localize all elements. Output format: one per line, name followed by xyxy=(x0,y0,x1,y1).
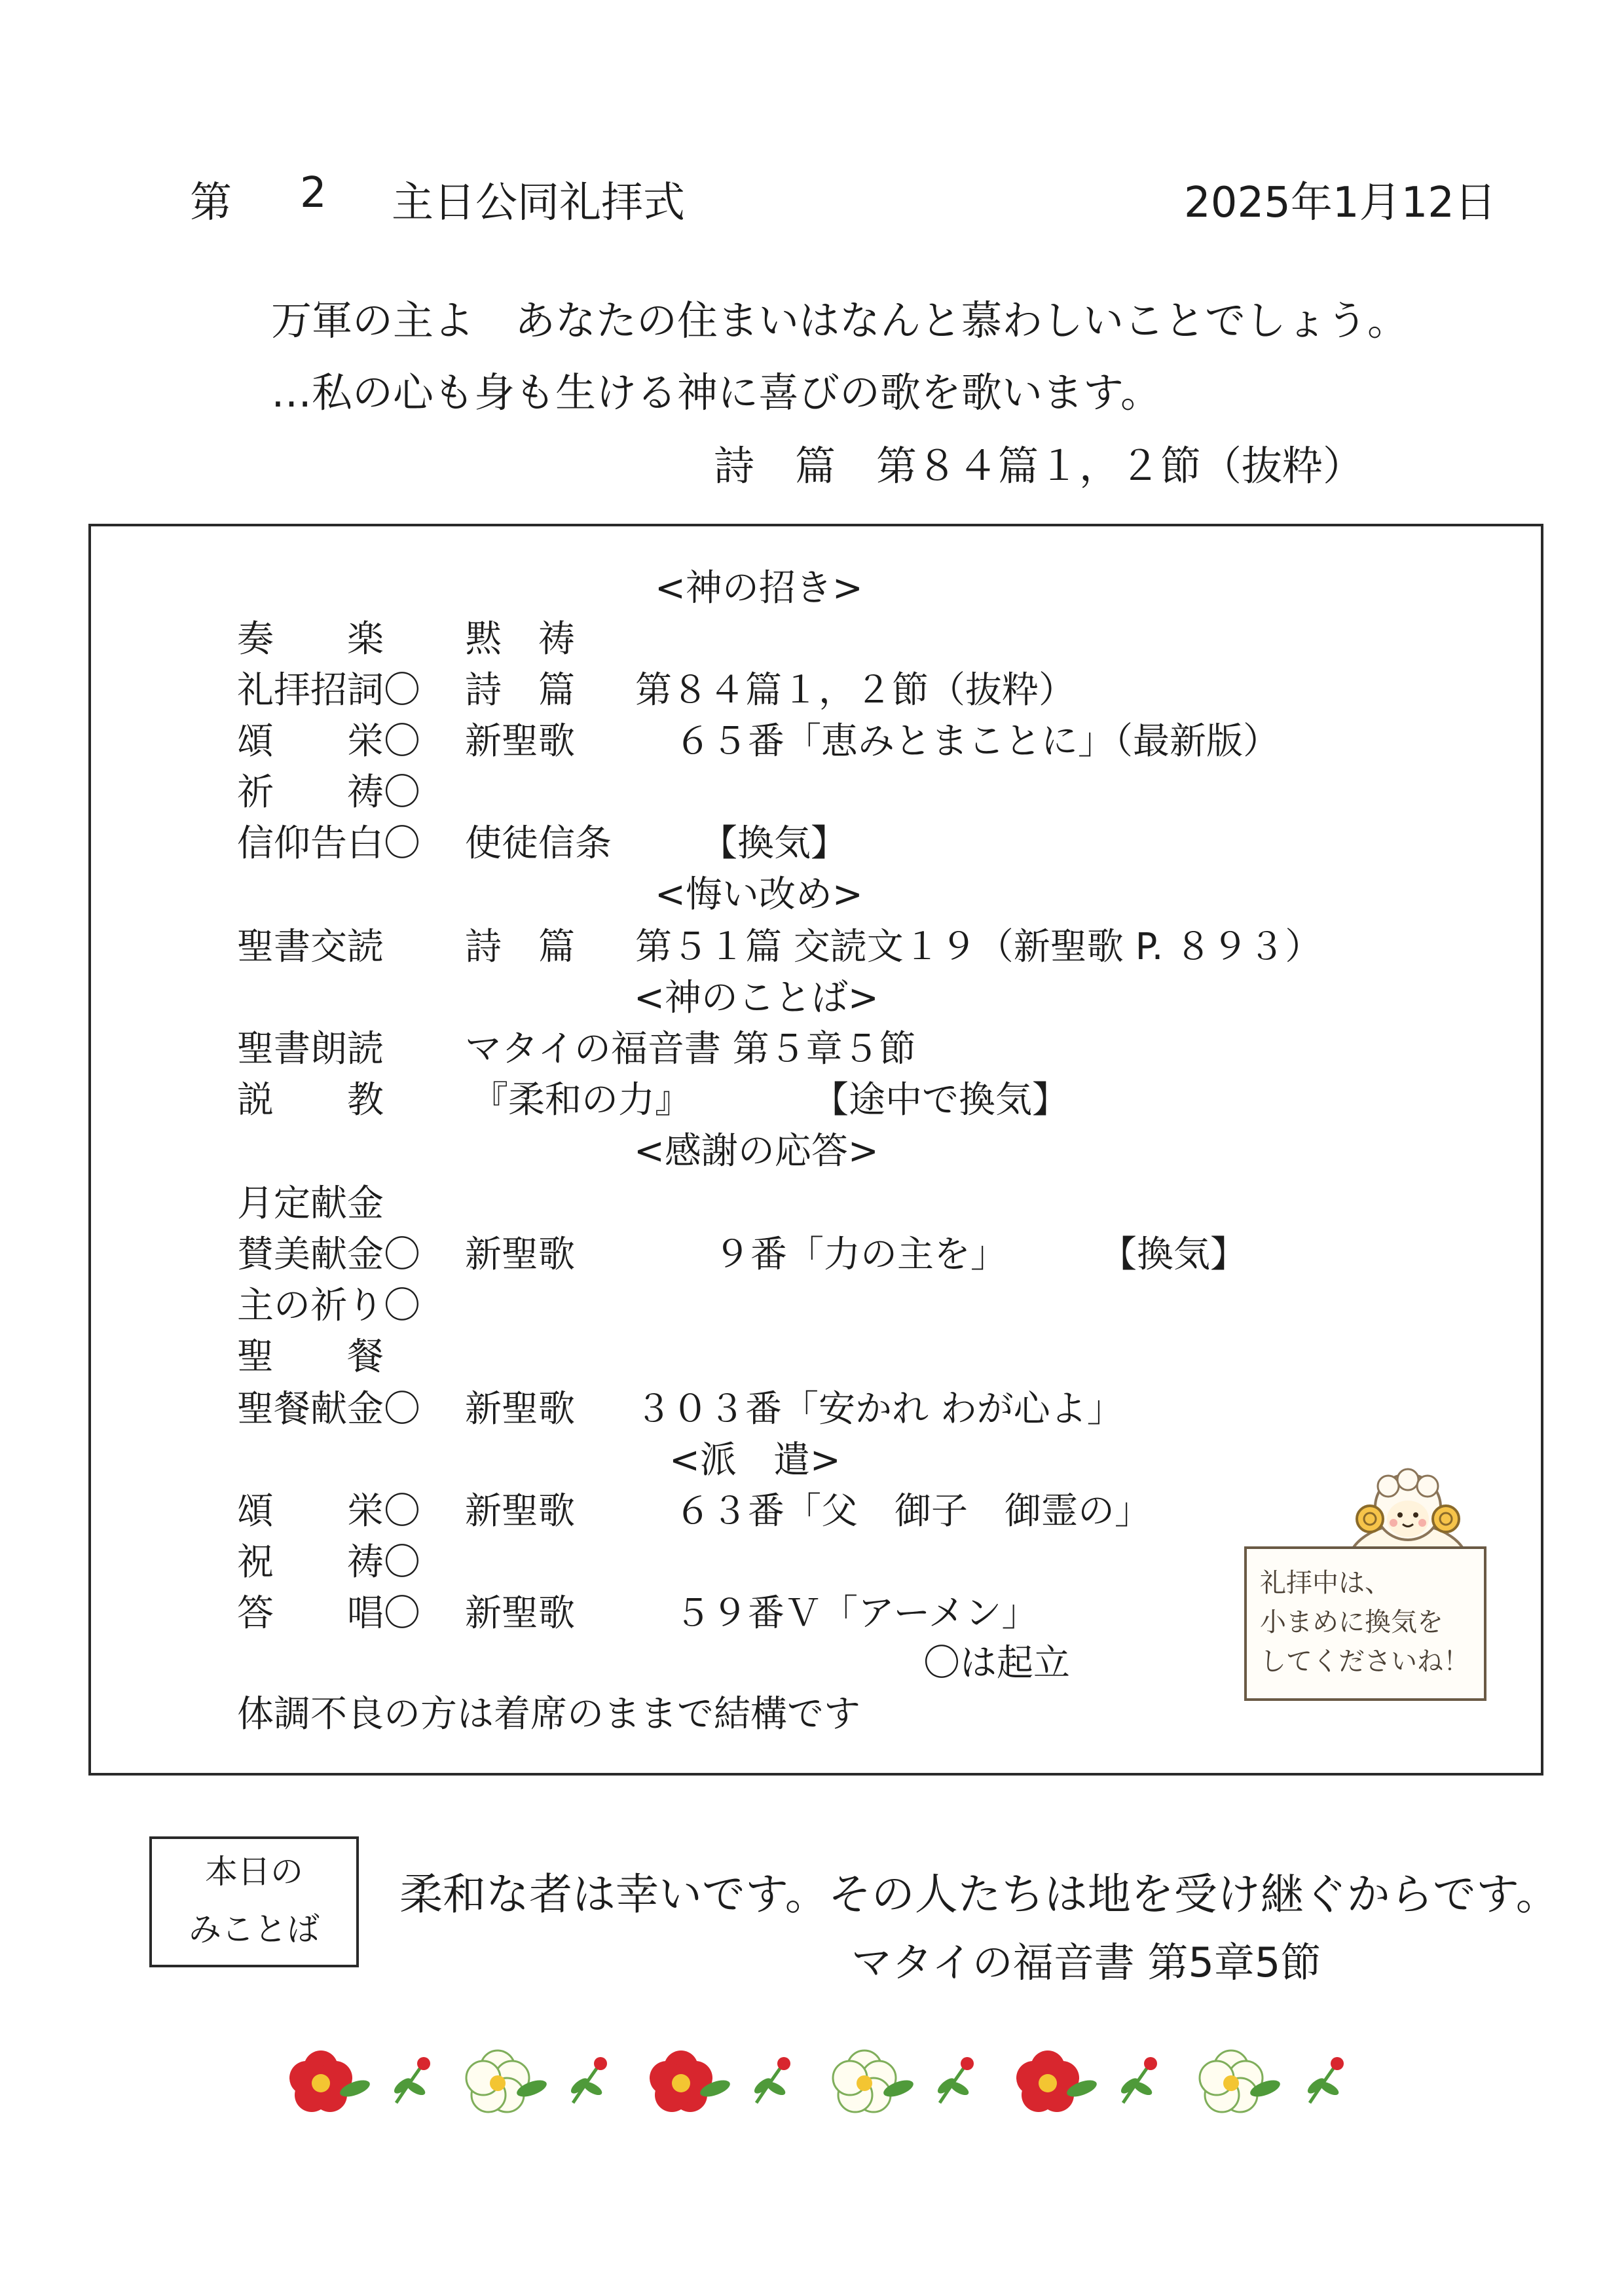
service-date: 2025年1月12日 xyxy=(1184,179,1497,227)
label-kodoku: 聖書交読 xyxy=(237,926,384,968)
note-shinko: 【換気】 xyxy=(701,822,847,865)
ref-shoei-1: ６５番「恵みとまことに」（最新版） xyxy=(674,720,1280,763)
todays-word-box xyxy=(149,1836,359,1967)
ref-kodoku: 第５１篇 交読文１９（新聖歌 P. ８９３） xyxy=(635,926,1322,968)
value-mokuto: 黙 祷 xyxy=(465,618,575,661)
label-inori: 主の祈り〇 xyxy=(237,1285,420,1327)
standing-note: 〇は起立 xyxy=(923,1642,1070,1685)
section-invitation: <神の招き> xyxy=(655,567,863,610)
book-sanbi: 新聖歌 xyxy=(465,1233,575,1276)
todays-verse-source: マタイの福音書 第5章5節 xyxy=(851,1939,1321,1986)
book-shoshi: 詩 篇 xyxy=(465,669,575,712)
label-shukuto: 祝 祷〇 xyxy=(237,1541,420,1584)
label-shoei-2: 頌 栄〇 xyxy=(237,1490,420,1533)
label-sekkyo: 説 教 xyxy=(237,1079,384,1121)
label-shinko: 信仰告白〇 xyxy=(237,822,420,865)
ref-rodoku: マタイの福音書 第５章５節 xyxy=(465,1028,916,1070)
label-shoei-1: 頌 栄〇 xyxy=(237,720,420,763)
ref-seisan-kenkin: ３０３番「安かれ わが心よ」 xyxy=(635,1388,1124,1430)
section-sending: <派 遣> xyxy=(669,1439,841,1482)
label-seisan: 聖 餐 xyxy=(237,1336,384,1378)
todays-word-label-2: みことば xyxy=(189,1910,320,1948)
ventilation-note xyxy=(1244,1546,1486,1701)
label-sogaku: 奏 楽 xyxy=(237,618,384,661)
note-line-2: 小まめに換気を xyxy=(1260,1607,1443,1637)
service-number: 2 xyxy=(300,169,327,217)
label-shoshi: 礼拝招詞〇 xyxy=(237,669,420,712)
header-dai: 第 xyxy=(190,179,232,227)
epigraph-source: 詩 篇 第８４篇１，２節（抜粋） xyxy=(714,442,1364,490)
label-rodoku: 聖書朗読 xyxy=(237,1028,384,1070)
ref-shoshi: 第８４篇１，２節（抜粋） xyxy=(635,669,1075,712)
label-seisan-kenkin: 聖餐献金〇 xyxy=(237,1388,420,1430)
book-seisan-kenkin: 新聖歌 xyxy=(465,1388,575,1430)
ref-sanbi: ９番「力の主を」 xyxy=(714,1233,1007,1276)
note-sanbi: 【換気】 xyxy=(1100,1233,1247,1276)
todays-word-label-1: 本日の xyxy=(205,1853,303,1891)
ref-tosho: ５９番Ｖ「アーメン」 xyxy=(674,1592,1039,1635)
section-word: <神のことば> xyxy=(634,977,879,1019)
book-tosho: 新聖歌 xyxy=(465,1592,575,1635)
sermon-title: 『柔和の力』 xyxy=(471,1079,692,1121)
note-sekkyo: 【途中で換気】 xyxy=(812,1079,1069,1121)
section-response: <感謝の応答> xyxy=(634,1130,879,1173)
label-kito-1: 祈 祷〇 xyxy=(237,771,420,814)
label-tosho: 答 唱〇 xyxy=(237,1592,420,1635)
note-line-1: 礼拝中は、 xyxy=(1260,1568,1391,1598)
service-title: 主日公同礼拝式 xyxy=(392,179,685,227)
book-shoei-1: 新聖歌 xyxy=(465,720,575,763)
book-shinko: 使徒信条 xyxy=(465,822,612,865)
book-kodoku: 詩 篇 xyxy=(465,926,575,968)
label-sanbi: 賛美献金〇 xyxy=(237,1233,420,1276)
section-repentance: <悔い改め> xyxy=(655,873,863,916)
epigraph-line-2: …私の心も身も生ける神に喜びの歌を歌います。 xyxy=(271,369,1162,416)
book-shoei-2: 新聖歌 xyxy=(465,1490,575,1533)
note-line-3: してくださいね！ xyxy=(1260,1647,1469,1677)
ref-shoei-2: ６３番「父 御子 御霊の」 xyxy=(674,1490,1151,1533)
label-teiki: 月定献金 xyxy=(237,1182,384,1225)
health-note: 体調不良の方は着席のままで結構です xyxy=(237,1693,860,1736)
todays-verse: 柔和な者は幸いです。その人たちは地を受け継ぐからです。 xyxy=(399,1869,1559,1920)
epigraph-line-1: 万軍の主よ あなたの住まいはなんと慕わしいことでしょう。 xyxy=(271,297,1409,344)
camellia-decoration xyxy=(275,2043,1375,2121)
